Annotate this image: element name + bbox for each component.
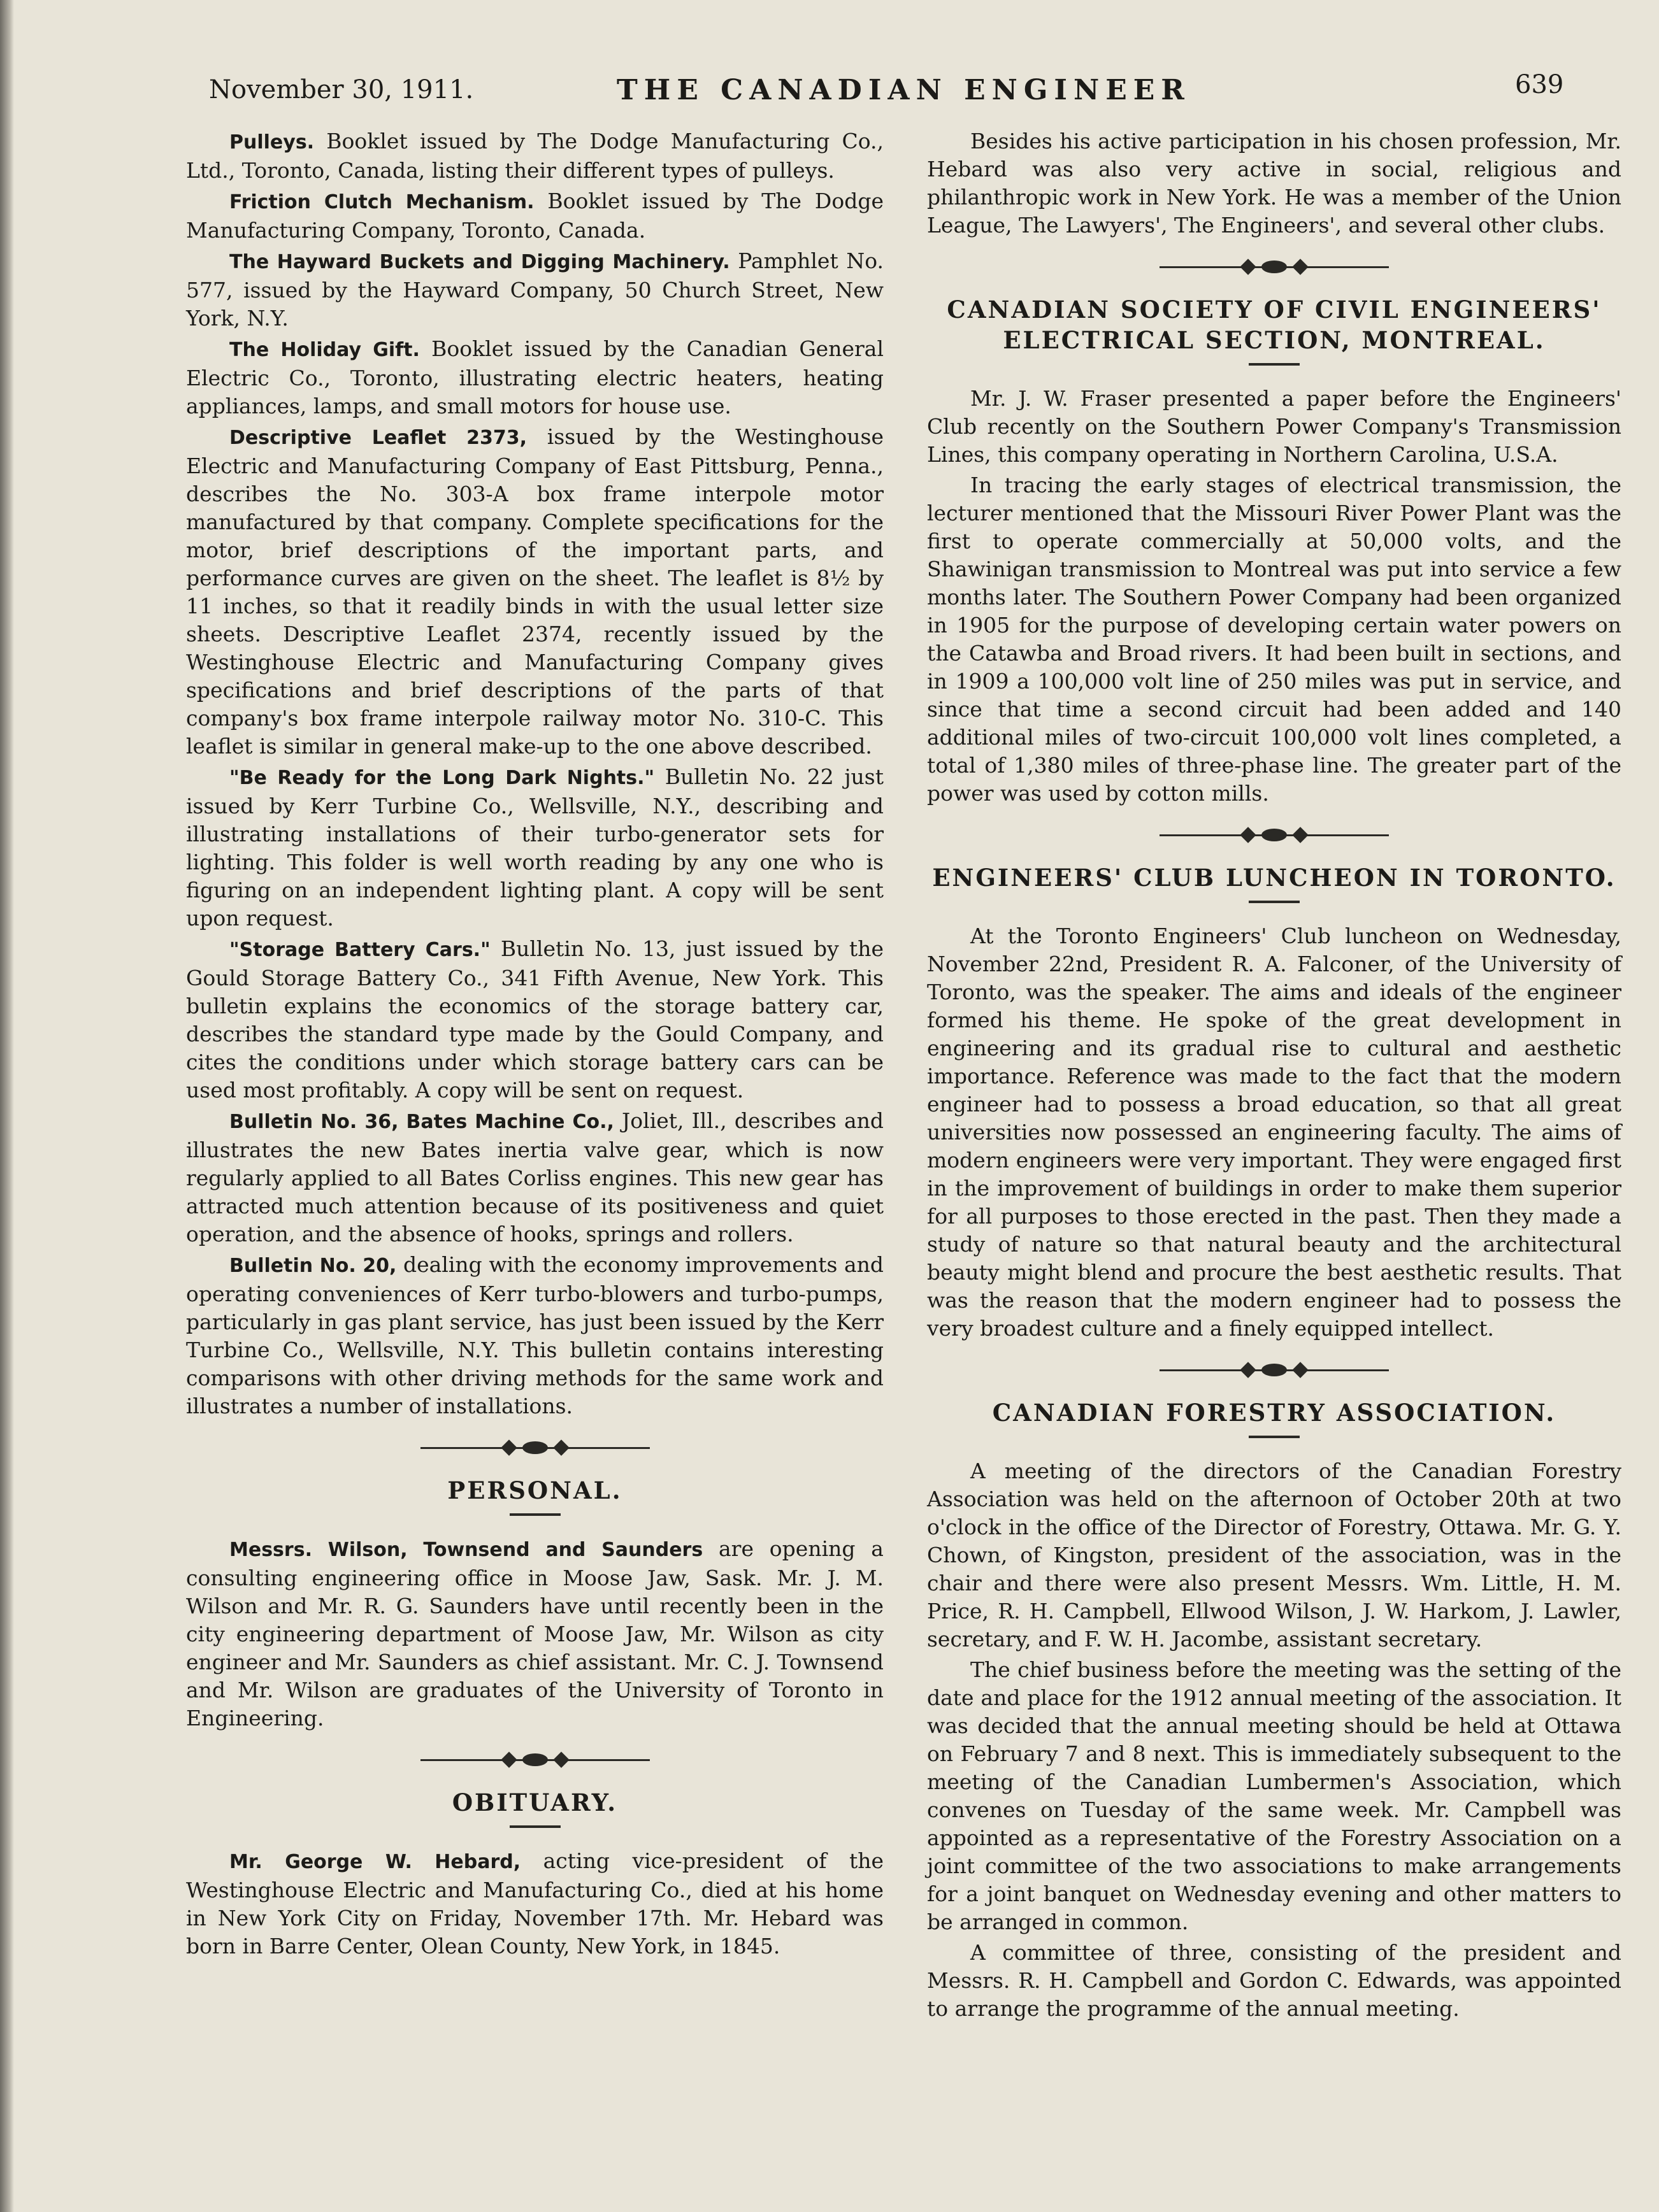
catalogue-entry [186, 423, 884, 760]
catalogue-entry [186, 335, 884, 420]
catalogue-entry [186, 127, 884, 185]
right-column [927, 127, 1621, 2025]
paragraph: A committee of three, consisting of the president and Messrs. R. H. Campbell and Gordon C. Edwards, was appointed to arrange the programme of the annual meeting. [927, 1940, 1621, 2021]
entry-lead: "Be Ready for the Long Dark Nights." [229, 767, 655, 789]
entry-text: Booklet issued by The Dodge Manufacturing Company, Toronto, Canada. [186, 189, 884, 243]
section-title-personal: PERSONAL. [447, 1476, 622, 1504]
section-title-luncheon: ENGINEERS' CLUB LUNCHEON IN TORONTO. [932, 864, 1616, 892]
ornament-oval [522, 1753, 548, 1766]
title-line: CANADIAN SOCIETY OF CIVIL ENGINEERS' [947, 296, 1602, 324]
entry-text: are opening a consulting engineering office in Moose Jaw, Sask. Mr. J. M. Wilson and Mr. R. G. Saunders have until recently been in the city engineering department of Moose Jaw, Mr. Wilson as city engineer and Mr. Saunders as chief assistant. Mr. C. J. Townsend and Mr. Wilson are graduates of the University of Toronto in Engineering. [186, 1536, 884, 1730]
journal-title: THE CANADIAN ENGINEER [617, 74, 1191, 106]
catalogue-entry [186, 247, 884, 332]
catalogue-entry [186, 935, 884, 1104]
title-line: ELECTRICAL SECTION, MONTREAL. [1003, 326, 1546, 354]
issue-date: November 30, 1911. [209, 75, 474, 104]
ornament-diamond [1240, 259, 1256, 275]
entry-text: Bulletin No. 22 just issued by Kerr Turbine Co., Wellsville, N.Y., describing and illustrating installations of their turbo-generator sets for lighting. This folder is well worth reading by any one who is figuring on an independent lighting plant. A copy will be sent upon request. [186, 764, 884, 931]
ornament-diamond [553, 1439, 569, 1455]
ornament-oval [1261, 260, 1287, 273]
paragraph: The chief business before the meeting was the setting of the date and place for the 1912 annual meeting of the association. It was decided that the annual meeting should be held at Ottawa on February 7 and 8 next. This is immediately subsequent to the meeting of the Canadian Lumbermen's Association, which convenes on Tuesday of the same week. Mr. Campbell was appointed as a representative of the Forestry Association on a joint committee of the two associations to make arrangements for a joint banquet on Wednesday evening and other matters to be arranged in common. [927, 1657, 1621, 1934]
left-column [186, 127, 884, 1963]
obituary-entry [186, 1847, 884, 1960]
section-title-csce [927, 294, 1621, 355]
section-ornament [1160, 825, 1389, 845]
paragraph: A meeting of the directors of the Canadian Forestry Association was held on the afternoon of October 20th at two o'clock in the office of the Director of Forestry, Ottawa. Mr. G. Y. Chown, of Kingston, president of the association, was in the chair and there were also present Messrs. Wm. Little, H. M. Price, R. H. Campbell, Ellwood Wilson, J. W. Harkom, J. Lawler, secretary, and F. W. H. Jacombe, assistant secretary. [927, 1459, 1621, 1652]
catalogue-entry [186, 763, 884, 932]
ornament-diamond [1292, 827, 1308, 843]
entry-text: Joliet, Ill., describes and illustrates the new Bates inertia valve gear, which is now regularly applied to all Bates Corliss engines. This new gear has attracted much attention because of its positiveness and quiet operation, and the absence of hooks, springs and rollers. [186, 1108, 884, 1246]
section-ornament [1160, 1360, 1389, 1380]
entry-text: Booklet issued by The Dodge Manufacturing Co., Ltd., Toronto, Canada, listing their different types of pulleys. [186, 129, 884, 183]
entry-lead: The Holiday Gift. [229, 339, 420, 361]
title-rule [1249, 901, 1300, 903]
ornament-diamond [501, 1439, 517, 1455]
catalogue-entry [186, 187, 884, 245]
ornament-diamond [553, 1752, 569, 1767]
ornament-oval [522, 1441, 548, 1454]
paragraph: In tracing the early stages of electrical transmission, the lecturer mentioned that the Missouri River Power Plant was the first to operate commercially at 50,000 volts, and the Shawinigan transmission to Montreal was put into service a few months later. The Southern Power Company had been organized in 1905 for the purpose of developing certain water powers on the Catawba and Broad rivers. It had been built in sections, and in 1909 a 100,000 volt line of 250 miles was put in service, and since that time a second circuit had been added and 140 additional miles of two-circuit 100,000 volt lines completed, a total of 1,380 miles of three-phase line. The greater part of the power was used by cotton mills. [927, 473, 1621, 806]
paragraph: At the Toronto Engineers' Club luncheon on Wednesday, November 22nd, President R. A. Falconer, of the University of Toronto, was the speaker. The aims and ideals of the engineer formed his theme. He spoke of the great development in engineering and its gradual rise to cultural and aesthetic importance. Reference was made to the fact that the modern engineer had to possess a broad education, so that all great universities now possessed an engineering faculty. The aims of modern engineers were very important. They were engaged first in the improvement of buildings in order to make them superior for all purposes to those erected in the past. Then they made a study of nature so that natural beauty and the architectural beauty might blend and procure the best aesthetic results. That was the reason that the modern engineer had to possess the very broadest culture and a finely equipped intellect. [927, 924, 1621, 1341]
ornament-diamond [1292, 259, 1308, 275]
section-ornament [420, 1438, 650, 1457]
title-rule [510, 1513, 561, 1516]
page-number: 639 [1515, 70, 1564, 99]
title-rule [510, 1825, 561, 1828]
entry-lead: Descriptive Leaflet 2373, [229, 427, 527, 449]
section-title-forestry: CANADIAN FORESTRY ASSOCIATION. [992, 1399, 1556, 1427]
entry-lead: Mr. George W. Hebard, [229, 1851, 521, 1873]
entry-lead: "Storage Battery Cars." [229, 939, 491, 961]
ornament-oval [1261, 1364, 1287, 1376]
entry-lead: The Hayward Buckets and Digging Machinery. [229, 251, 730, 273]
binding-shadow [0, 0, 14, 2212]
paragraph: Mr. J. W. Fraser presented a paper before the Engineers' Club recently on the Southern Power Company's Transmission Lines, this company operating in Northern Carolina, U.S.A. [927, 386, 1621, 467]
running-head [209, 70, 1611, 115]
entry-text: issued by the Westinghouse Electric and Manufacturing Company of East Pittsburg, Penna., describes the No. 303-A box frame interpole motor manufactured by that company. Complete specifications for the motor, brief descriptions of the important parts, and performance curves are given on the sheet. The leaflet is 8½ by 11 inches, so that it readily binds in with the usual letter size sheets. Descriptive Leaflet 2374, recently issued by the Westinghouse Electric and Manufacturing Company gives specifications and brief descriptions of the parts of that company's box frame interpole railway motor No. 310-C. This leaflet is similar in general make-up to the one above described. [186, 424, 884, 759]
ornament-diamond [501, 1752, 517, 1767]
entry-lead: Bulletin No. 36, Bates Machine Co., [229, 1111, 614, 1133]
entry-text: acting vice-president of the Westinghouse Electric and Manufacturing Co., died at his home in New York City on Friday, November 17th. Mr. Hebard was born in Barre Center, Olean County, New York, in 1845. [186, 1848, 884, 1959]
entry-text: Pamphlet No. 577, issued by the Hayward Company, 50 Church Street, New York, N.Y. [186, 248, 884, 331]
catalogue-entry [186, 1251, 884, 1420]
ornament-oval [1261, 829, 1287, 841]
title-rule [1249, 1436, 1300, 1438]
catalogue-entry [186, 1107, 884, 1248]
section-ornament [420, 1750, 650, 1769]
entry-text: dealing with the economy improvements and operating conveniences of Kerr turbo-blowers and turbo-pumps, particularly in gas plant service, has just been issued by the Kerr Turbine Co., Wellsville, N.Y. This bulletin contains interesting comparisons with other driving methods for the same work and illustrates a number of installations. [186, 1252, 884, 1418]
ornament-diamond [1240, 1362, 1256, 1378]
personal-entry [186, 1535, 884, 1732]
entry-lead: Bulletin No. 20, [229, 1255, 397, 1277]
title-rule [1249, 363, 1300, 366]
entry-lead: Pulleys. [229, 131, 315, 153]
entry-text: Bulletin No. 13, just issued by the Gould Storage Battery Co., 341 Fifth Avenue, New York. This bulletin explains the economics of the storage battery car, describes the standard type made by the Gould Company, and cites the conditions under which storage battery cars can be used most profitably. A copy will be sent on request. [186, 936, 884, 1102]
section-ornament [1160, 257, 1389, 276]
entry-lead: Messrs. Wilson, Townsend and Saunders [229, 1539, 703, 1561]
entry-lead: Friction Clutch Mechanism. [229, 191, 535, 213]
ornament-diamond [1240, 827, 1256, 843]
obituary-continued: Besides his active participation in his chosen profession, Mr. Hebard was also very active in social, religious and philanthropic work in New York. He was a member of the Union League, The Lawyers', The Engineers', and several other clubs. [927, 129, 1621, 238]
section-title-obituary: OBITUARY. [452, 1788, 618, 1816]
entry-text: Booklet issued by the Canadian General Electric Co., Toronto, illustrating electric heaters, heating appliances, lamps, and small motors for house use. [186, 336, 884, 418]
ornament-diamond [1292, 1362, 1308, 1378]
